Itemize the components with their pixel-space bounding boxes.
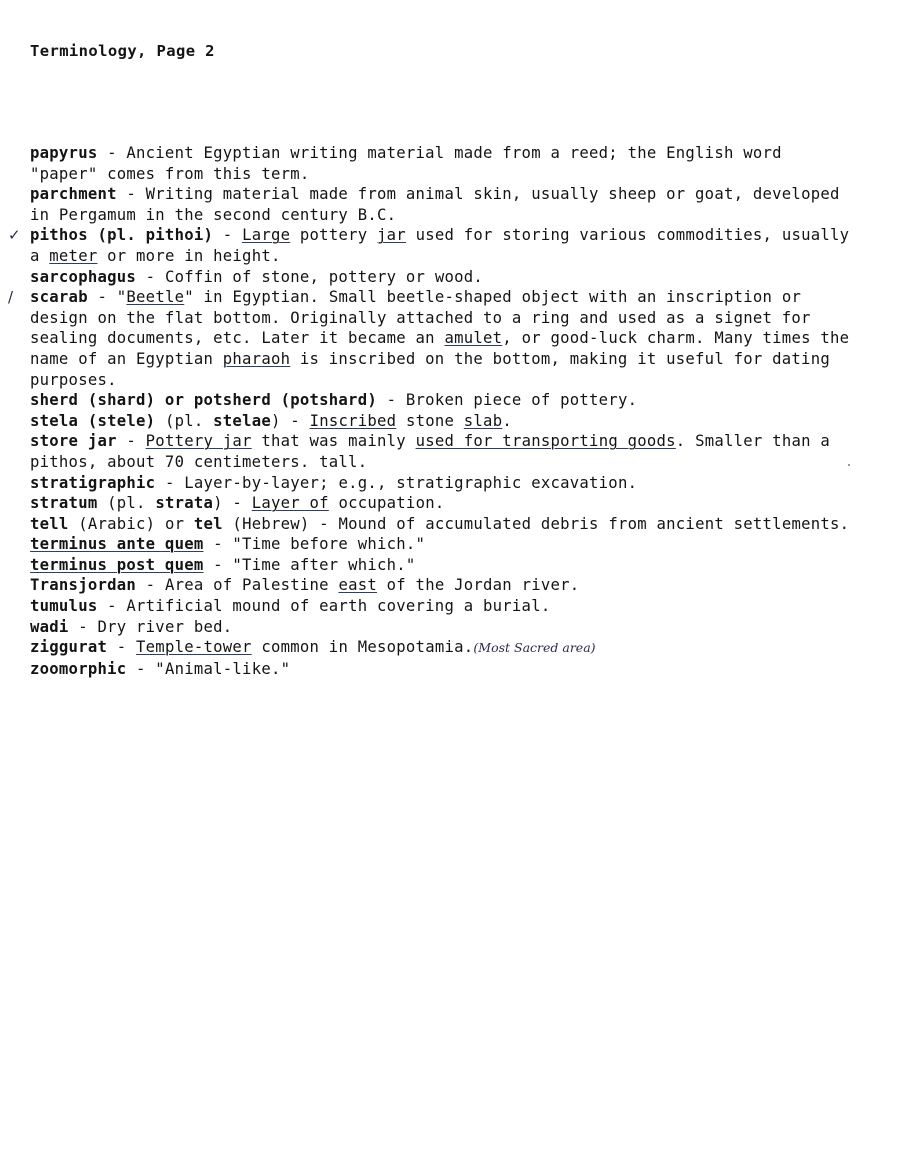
entry-definition: ) -	[271, 411, 310, 430]
glossary-entry-sherd	[30, 390, 850, 411]
entry-definition: -	[213, 226, 243, 245]
glossary-list	[8, 143, 850, 679]
entry-term: stratigraphic	[30, 473, 156, 492]
glossary-entry-papyrus	[30, 143, 850, 184]
handwritten-check-mark: /	[8, 288, 14, 307]
entry-definition: - Dry river bed.	[68, 617, 233, 636]
underlined-word: Pottery jar	[145, 432, 252, 451]
entry-definition: or more in height.	[97, 246, 281, 265]
entry-definition: ) -	[213, 494, 252, 513]
entry-term-variant: tel	[193, 514, 223, 533]
entry-definition: is inscribed on the bottom, making it useful for dating purposes.	[30, 349, 830, 389]
glossary-entry-wadi	[30, 617, 850, 638]
glossary-entry-transjordan	[30, 575, 850, 596]
entry-definition: . Smaller than a pithos, about 70 centimeters. tall.	[30, 432, 831, 471]
entry-term: tell	[30, 514, 69, 533]
entry-definition: - "	[87, 288, 127, 307]
page-title: Terminology, Page 2	[30, 42, 215, 60]
entry-term-plural: stelae	[213, 411, 271, 430]
glossary-entry-scarab	[8, 287, 850, 390]
entry-definition: - "Time before which."	[203, 535, 426, 554]
glossary-entry-sarcophagus	[30, 267, 850, 288]
handwritten-annotation: (Most Sacred area)	[473, 640, 596, 656]
entry-term: wadi	[30, 617, 69, 636]
stray-ink-dot	[848, 464, 850, 466]
entry-definition: common in Mesopotamia.	[251, 638, 474, 657]
glossary-entry-tumulus	[30, 596, 850, 617]
entry-term: Transjordan	[30, 576, 137, 595]
entry-definition: .	[502, 411, 512, 430]
entry-definition: pottery	[290, 226, 378, 245]
entry-term: pithos (pl. pithoi)	[30, 226, 214, 245]
entry-definition: - Area of Palestine	[136, 576, 339, 595]
glossary-entry-terminus-post-quem	[30, 555, 850, 576]
entry-term: store jar	[30, 432, 117, 451]
glossary-entry-tell	[30, 514, 850, 535]
entry-term: terminus ante quem	[30, 535, 204, 554]
glossary-entry-terminus-ante-quem	[30, 534, 850, 555]
entry-definition: " in Egyptian. Small beetle-shaped object with an inscription or design on the flat bottom. Originally attached to a ring and used as a signet for sealing documents, etc. Later it became an	[30, 288, 811, 348]
entry-term: tumulus	[30, 597, 98, 616]
underlined-word: Layer of	[251, 494, 329, 513]
entry-definition: (pl.	[97, 494, 156, 513]
entry-definition: -	[107, 638, 137, 657]
underlined-word: Beetle	[126, 288, 185, 307]
entry-definition: used for storing various commodities, usually a	[30, 226, 850, 265]
underlined-word: jar	[377, 226, 406, 245]
glossary-entry-stratum	[30, 493, 850, 514]
entry-definition: (Arabic) or	[68, 514, 194, 533]
glossary-entry-zoomorphic	[30, 659, 850, 680]
entry-term: sarcophagus	[30, 267, 137, 286]
underlined-word: meter	[49, 246, 98, 265]
glossary-entry-store-jar	[30, 431, 850, 472]
handwritten-check-mark: ✓	[8, 226, 21, 245]
entry-definition: -	[116, 432, 146, 451]
underlined-word: pharaoh	[222, 349, 291, 368]
entry-definition: occupation.	[328, 494, 445, 513]
underlined-word: east	[338, 576, 377, 595]
glossary-entry-pithos	[8, 225, 850, 266]
entry-definition: - Writing material made from animal skin, usually sheep or goat, developed in Pergamum in the second century B.C.	[30, 185, 840, 224]
entry-definition: (Hebrew) - Mound of accumulated debris from ancient settlements.	[222, 514, 850, 533]
underlined-word: amulet	[444, 329, 503, 348]
entry-definition: (pl.	[155, 411, 214, 430]
glossary-entry-stratigraphic	[30, 473, 850, 494]
underlined-word: used for transporting goods	[415, 432, 676, 451]
underlined-word: slab	[463, 411, 503, 430]
entry-definition: - Layer-by-layer; e.g., stratigraphic excavation.	[155, 473, 638, 492]
underlined-word: Large	[242, 226, 291, 245]
entry-term: stratum	[30, 494, 98, 513]
entry-term: zoomorphic	[30, 659, 127, 678]
entry-definition: - Broken piece of pottery.	[376, 391, 638, 410]
entry-definition: - "Time after which."	[203, 555, 416, 574]
entry-definition: stone	[396, 411, 464, 430]
glossary-entry-ziggurat	[30, 637, 850, 659]
entry-definition: - Artificial mound of earth covering a burial.	[97, 597, 551, 616]
entry-definition: - Coffin of stone, pottery or wood.	[136, 267, 484, 286]
entry-definition: of the Jordan river.	[377, 576, 580, 595]
underlined-word: Temple-tower	[136, 638, 252, 657]
entry-term: parchment	[30, 185, 117, 204]
underlined-word: Inscribed	[309, 411, 397, 430]
entry-term: stela (stele)	[30, 411, 156, 430]
glossary-entry-stela	[30, 411, 850, 432]
entry-term: sherd (shard) or potsherd (potshard)	[30, 391, 377, 410]
entry-definition: that was mainly	[251, 432, 416, 451]
entry-definition: - "Animal-like."	[126, 659, 291, 678]
entry-definition: , or good-luck charm. Many times the name of an Egyptian	[30, 329, 850, 368]
entry-term: terminus post quem	[30, 555, 204, 574]
entry-term-plural: strata	[155, 494, 214, 513]
entry-term: scarab	[30, 288, 88, 307]
glossary-entry-parchment	[30, 184, 850, 225]
entry-term: papyrus	[30, 144, 98, 162]
entry-term: ziggurat	[30, 638, 108, 657]
entry-definition: - Ancient Egyptian writing material made from a reed; the English word "paper" comes from this term.	[30, 144, 782, 183]
